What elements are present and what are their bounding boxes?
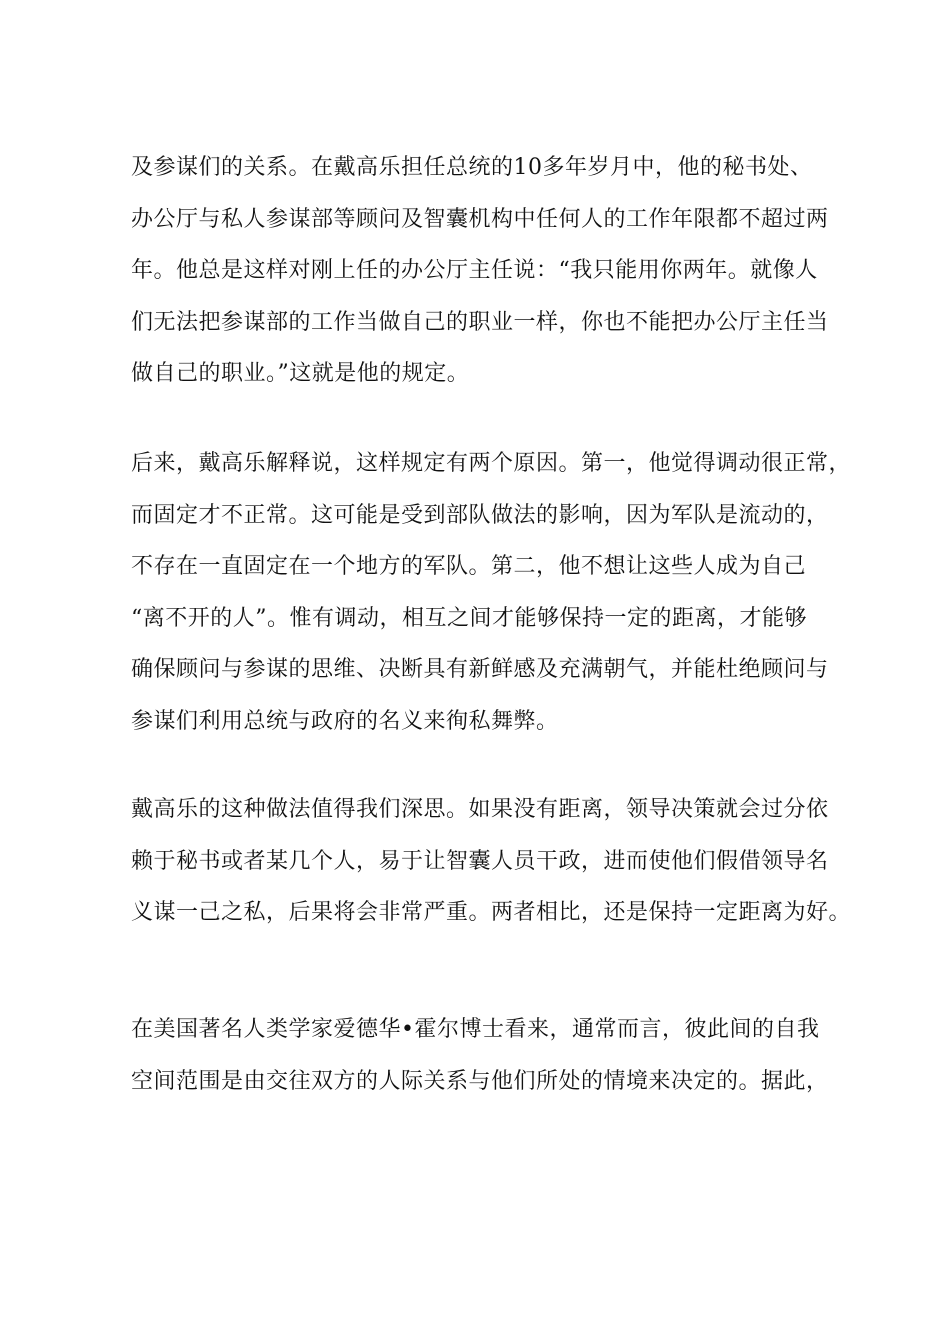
text-line: 参谋们利用总统与政府的名义来徇私舞弊。 [131,708,559,734]
text-line: 们无法把参谋部的工作当做自己的职业一样，你也不能把办公厅主任当 [131,309,829,335]
text-line: 做自己的职业。”这就是他的规定。 [131,361,470,386]
text-line: 后来，戴高乐解释说，这样规定有两个原因。第一，他觉得调动很正常， [131,451,852,476]
text-line: 办公厅与私人参谋部等顾问及智囊机构中任何人的工作年限都不超过两 [131,206,829,232]
paragraph [131,1004,851,1107]
paragraph [131,438,851,747]
text-line: 确保顾问与参谋的思维、决断具有新鲜感及充满朝气，并能杜绝顾问与 [131,657,829,682]
paragraph [131,784,851,939]
text-line: 而固定才不正常。这可能是受到部队做法的影响，因为军队是流动的， [131,502,829,528]
text-line: 年。他总是这样对刚上任的办公厅主任说：“我只能用你两年。就像人 [131,258,818,283]
text-line: 赖于秘书或者某几个人，易于让智囊人员干政，进而使他们假借领导名 [131,848,829,874]
text-line: 义谋一己之私，后果将会非常严重。两者相比，还是保持一定距离为好。 [131,900,852,925]
text-line: 戴高乐的这种做法值得我们深思。如果没有距离，领导决策就会过分依 [131,797,829,822]
text-line: 及参谋们的关系。在戴高乐担任总统的10多年岁月中，他的秘书处、 [131,155,813,180]
text-line: 不存在一直固定在一个地方的军队。第二，他不想让这些人成为自己 [131,554,807,579]
text-line: 空间范围是由交往双方的人际关系与他们所处的情境来决定的。据此， [131,1068,829,1094]
text-line: 在美国著名人类学家爱德华•霍尔博士看来，通常而言，彼此间的自我 [131,1017,820,1042]
paragraph [131,142,851,400]
text-line: “离不开的人”。惟有调动，相互之间才能够保持一定的距离，才能够 [131,605,807,631]
